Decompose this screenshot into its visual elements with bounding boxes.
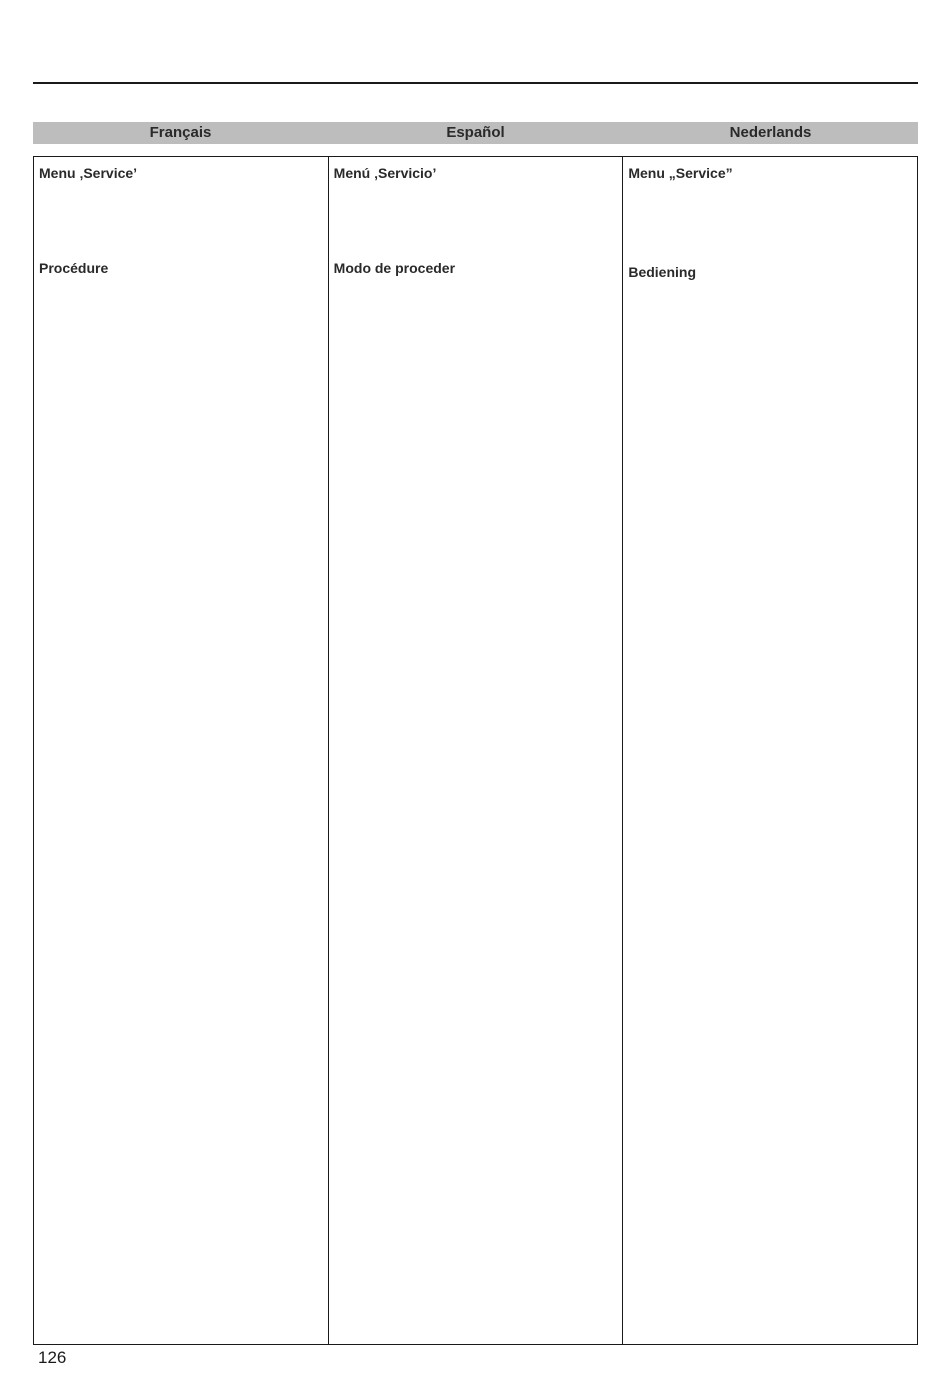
top-rule: [33, 82, 918, 84]
column-spanish: [328, 157, 623, 1344]
procedure-heading: Modo de proceder: [333, 260, 456, 276]
language-label-dutch: Nederlands: [729, 124, 812, 141]
menu-heading: Menu ‚Service’: [39, 165, 138, 181]
menu-heading: Menu „Service”: [628, 165, 733, 181]
language-label-french: Français: [149, 124, 212, 141]
column-dutch: [622, 157, 917, 1344]
procedure-heading: Procédure: [39, 260, 109, 276]
language-label-spanish: Español: [446, 124, 505, 141]
page-number: 126: [38, 1348, 67, 1367]
menu-heading: Menú ‚Servicio’: [333, 165, 437, 181]
procedure-heading: Bediening: [628, 264, 697, 280]
content-columns: [33, 156, 918, 1345]
language-header-bar: [33, 122, 918, 144]
column-french: [34, 157, 328, 1344]
